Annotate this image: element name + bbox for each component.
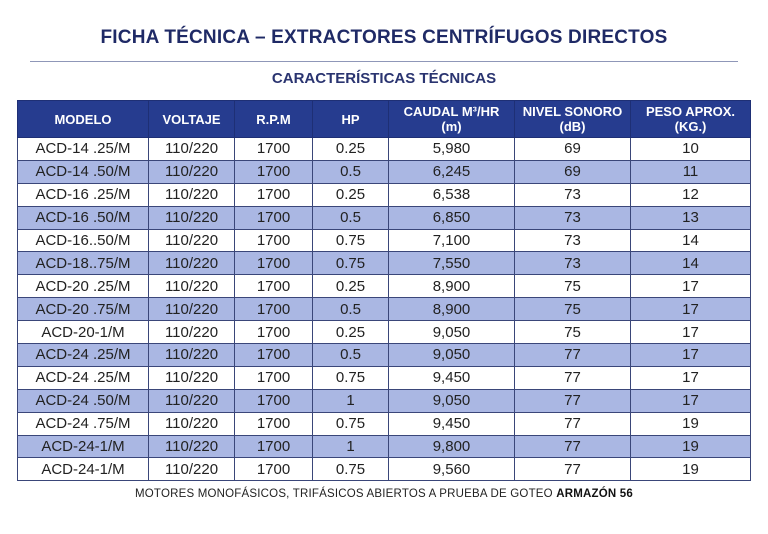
table-cell-nivel-sonoro: 77 bbox=[515, 412, 631, 435]
table-cell-hp: 1 bbox=[313, 435, 389, 458]
column-header-unit: (dB) bbox=[559, 119, 586, 134]
column-header-label: VOLTAJE bbox=[162, 111, 221, 127]
table-cell-peso: 10 bbox=[631, 138, 751, 161]
table-cell-nivel-sonoro: 75 bbox=[515, 298, 631, 321]
table-row bbox=[18, 366, 751, 389]
table-cell-voltaje: 110/220 bbox=[149, 344, 235, 367]
table-cell-nivel-sonoro: 77 bbox=[515, 435, 631, 458]
table-cell-peso: 11 bbox=[631, 160, 751, 183]
table-cell-modelo: ACD-24-1/M bbox=[18, 435, 149, 458]
table-cell-caudal: 9,050 bbox=[389, 321, 515, 344]
table-cell-hp: 0.5 bbox=[313, 160, 389, 183]
table-cell-peso: 19 bbox=[631, 458, 751, 481]
table-cell-rpm: 1700 bbox=[235, 412, 313, 435]
table-cell-nivel-sonoro: 77 bbox=[515, 458, 631, 481]
table-cell-voltaje: 110/220 bbox=[149, 183, 235, 206]
table-cell-caudal: 8,900 bbox=[389, 298, 515, 321]
table-cell-peso: 17 bbox=[631, 344, 751, 367]
table-cell-caudal: 5,980 bbox=[389, 138, 515, 161]
column-header-voltaje bbox=[149, 101, 235, 138]
table-cell-rpm: 1700 bbox=[235, 389, 313, 412]
table-row bbox=[18, 138, 751, 161]
table-cell-hp: 0.5 bbox=[313, 298, 389, 321]
table-cell-peso: 12 bbox=[631, 183, 751, 206]
table-cell-nivel-sonoro: 77 bbox=[515, 389, 631, 412]
spec-table-body bbox=[18, 138, 751, 481]
table-cell-nivel-sonoro: 77 bbox=[515, 344, 631, 367]
table-cell-voltaje: 110/220 bbox=[149, 458, 235, 481]
table-cell-nivel-sonoro: 73 bbox=[515, 252, 631, 275]
column-header-nivel-sonoro bbox=[515, 101, 631, 138]
table-cell-nivel-sonoro: 73 bbox=[515, 183, 631, 206]
table-cell-caudal: 9,450 bbox=[389, 366, 515, 389]
table-row bbox=[18, 412, 751, 435]
table-cell-nivel-sonoro: 73 bbox=[515, 229, 631, 252]
table-cell-hp: 0.25 bbox=[313, 321, 389, 344]
table-cell-caudal: 6,538 bbox=[389, 183, 515, 206]
table-cell-modelo: ACD-16..50/M bbox=[18, 229, 149, 252]
table-cell-caudal: 8,900 bbox=[389, 275, 515, 298]
table-row bbox=[18, 206, 751, 229]
table-cell-nivel-sonoro: 73 bbox=[515, 206, 631, 229]
table-cell-hp: 0.75 bbox=[313, 458, 389, 481]
table-cell-modelo: ACD-14 .25/M bbox=[18, 138, 149, 161]
table-row bbox=[18, 275, 751, 298]
table-cell-modelo: ACD-16 .25/M bbox=[18, 183, 149, 206]
table-row bbox=[18, 389, 751, 412]
table-cell-modelo: ACD-20 .25/M bbox=[18, 275, 149, 298]
table-cell-modelo: ACD-24-1/M bbox=[18, 458, 149, 481]
table-cell-rpm: 1700 bbox=[235, 458, 313, 481]
table-cell-caudal: 7,100 bbox=[389, 229, 515, 252]
table-cell-hp: 0.75 bbox=[313, 229, 389, 252]
table-cell-caudal: 9,800 bbox=[389, 435, 515, 458]
table-cell-peso: 14 bbox=[631, 252, 751, 275]
table-cell-nivel-sonoro: 75 bbox=[515, 275, 631, 298]
column-header-caudal bbox=[389, 101, 515, 138]
table-cell-voltaje: 110/220 bbox=[149, 298, 235, 321]
table-cell-voltaje: 110/220 bbox=[149, 206, 235, 229]
table-cell-modelo: ACD-18..75/M bbox=[18, 252, 149, 275]
table-cell-hp: 0.5 bbox=[313, 344, 389, 367]
table-cell-hp: 0.75 bbox=[313, 366, 389, 389]
table-cell-rpm: 1700 bbox=[235, 321, 313, 344]
table-cell-rpm: 1700 bbox=[235, 138, 313, 161]
table-cell-hp: 0.25 bbox=[313, 138, 389, 161]
table-row bbox=[18, 435, 751, 458]
table-cell-caudal: 9,050 bbox=[389, 344, 515, 367]
table-cell-rpm: 1700 bbox=[235, 275, 313, 298]
table-cell-peso: 13 bbox=[631, 206, 751, 229]
table-row bbox=[18, 183, 751, 206]
table-cell-voltaje: 110/220 bbox=[149, 412, 235, 435]
column-header-label: HP bbox=[341, 111, 360, 127]
table-cell-nivel-sonoro: 75 bbox=[515, 321, 631, 344]
column-header-peso bbox=[631, 101, 751, 138]
table-cell-peso: 14 bbox=[631, 229, 751, 252]
column-header-label: PESO APROX. bbox=[645, 104, 736, 119]
table-cell-rpm: 1700 bbox=[235, 160, 313, 183]
column-header-label: MODELO bbox=[54, 111, 112, 127]
table-cell-nivel-sonoro: 77 bbox=[515, 366, 631, 389]
column-header-hp bbox=[313, 101, 389, 138]
table-cell-voltaje: 110/220 bbox=[149, 366, 235, 389]
table-cell-caudal: 6,850 bbox=[389, 206, 515, 229]
table-row bbox=[18, 344, 751, 367]
table-row bbox=[18, 160, 751, 183]
table-row bbox=[18, 252, 751, 275]
table-cell-peso: 17 bbox=[631, 321, 751, 344]
table-cell-rpm: 1700 bbox=[235, 206, 313, 229]
table-cell-peso: 19 bbox=[631, 435, 751, 458]
column-header-label: NIVEL SONORO bbox=[522, 104, 623, 119]
table-cell-rpm: 1700 bbox=[235, 252, 313, 275]
header-row bbox=[18, 101, 751, 138]
table-cell-hp: 0.75 bbox=[313, 412, 389, 435]
column-header-unit: (KG.) bbox=[674, 119, 707, 134]
column-header-unit: (m) bbox=[441, 119, 462, 134]
table-cell-caudal: 7,550 bbox=[389, 252, 515, 275]
column-header-label: CAUDAL M³/HR bbox=[403, 104, 500, 119]
column-header-label: R.P.M bbox=[256, 111, 291, 127]
table-cell-voltaje: 110/220 bbox=[149, 229, 235, 252]
table-cell-modelo: ACD-24 .25/M bbox=[18, 366, 149, 389]
table-cell-hp: 0.25 bbox=[313, 183, 389, 206]
table-cell-rpm: 1700 bbox=[235, 229, 313, 252]
table-cell-caudal: 9,560 bbox=[389, 458, 515, 481]
table-cell-hp: 0.75 bbox=[313, 252, 389, 275]
table-cell-caudal: 9,050 bbox=[389, 389, 515, 412]
table-cell-peso: 17 bbox=[631, 389, 751, 412]
spec-table bbox=[17, 100, 751, 481]
table-cell-modelo: ACD-20 .75/M bbox=[18, 298, 149, 321]
table-cell-voltaje: 110/220 bbox=[149, 275, 235, 298]
table-cell-modelo: ACD-24 .50/M bbox=[18, 389, 149, 412]
table-cell-modelo: ACD-20-1/M bbox=[18, 321, 149, 344]
table-cell-rpm: 1700 bbox=[235, 366, 313, 389]
table-cell-modelo: ACD-24 .75/M bbox=[18, 412, 149, 435]
table-cell-hp: 1 bbox=[313, 389, 389, 412]
table-cell-nivel-sonoro: 69 bbox=[515, 138, 631, 161]
table-cell-modelo: ACD-24 .25/M bbox=[18, 344, 149, 367]
table-cell-peso: 17 bbox=[631, 366, 751, 389]
footer-bold: ARMAZÓN 56 bbox=[556, 488, 633, 500]
spec-table-head bbox=[18, 101, 751, 138]
column-header-modelo bbox=[18, 101, 149, 138]
table-cell-caudal: 9,450 bbox=[389, 412, 515, 435]
table-cell-voltaje: 110/220 bbox=[149, 321, 235, 344]
table-cell-nivel-sonoro: 69 bbox=[515, 160, 631, 183]
table-cell-rpm: 1700 bbox=[235, 435, 313, 458]
table-row bbox=[18, 458, 751, 481]
section-subtitle: CARACTERÍSTICAS TÉCNICAS bbox=[271, 70, 497, 87]
table-cell-modelo: ACD-16 .50/M bbox=[18, 206, 149, 229]
table-row bbox=[18, 298, 751, 321]
table-cell-peso: 17 bbox=[631, 275, 751, 298]
table-cell-voltaje: 110/220 bbox=[149, 160, 235, 183]
table-cell-hp: 0.5 bbox=[313, 206, 389, 229]
table-cell-rpm: 1700 bbox=[235, 183, 313, 206]
table-cell-hp: 0.25 bbox=[313, 275, 389, 298]
table-cell-voltaje: 110/220 bbox=[149, 138, 235, 161]
table-cell-peso: 17 bbox=[631, 298, 751, 321]
table-cell-voltaje: 110/220 bbox=[149, 389, 235, 412]
title-divider bbox=[30, 61, 738, 62]
table-cell-peso: 19 bbox=[631, 412, 751, 435]
column-header-rpm bbox=[235, 101, 313, 138]
table-cell-rpm: 1700 bbox=[235, 298, 313, 321]
page-title: FICHA TÉCNICA – EXTRACTORES CENTRÍFUGOS DIRECTOS bbox=[100, 27, 668, 48]
table-cell-modelo: ACD-14 .50/M bbox=[18, 160, 149, 183]
table-cell-voltaje: 110/220 bbox=[149, 252, 235, 275]
footer-text: MOTORES MONOFÁSICOS, TRIFÁSICOS ABIERTOS A PRUEBA DE GOTEO bbox=[135, 488, 553, 500]
table-cell-voltaje: 110/220 bbox=[149, 435, 235, 458]
footer-note bbox=[0, 488, 768, 500]
table-cell-rpm: 1700 bbox=[235, 344, 313, 367]
table-row bbox=[18, 229, 751, 252]
table-cell-caudal: 6,245 bbox=[389, 160, 515, 183]
table-row bbox=[18, 321, 751, 344]
